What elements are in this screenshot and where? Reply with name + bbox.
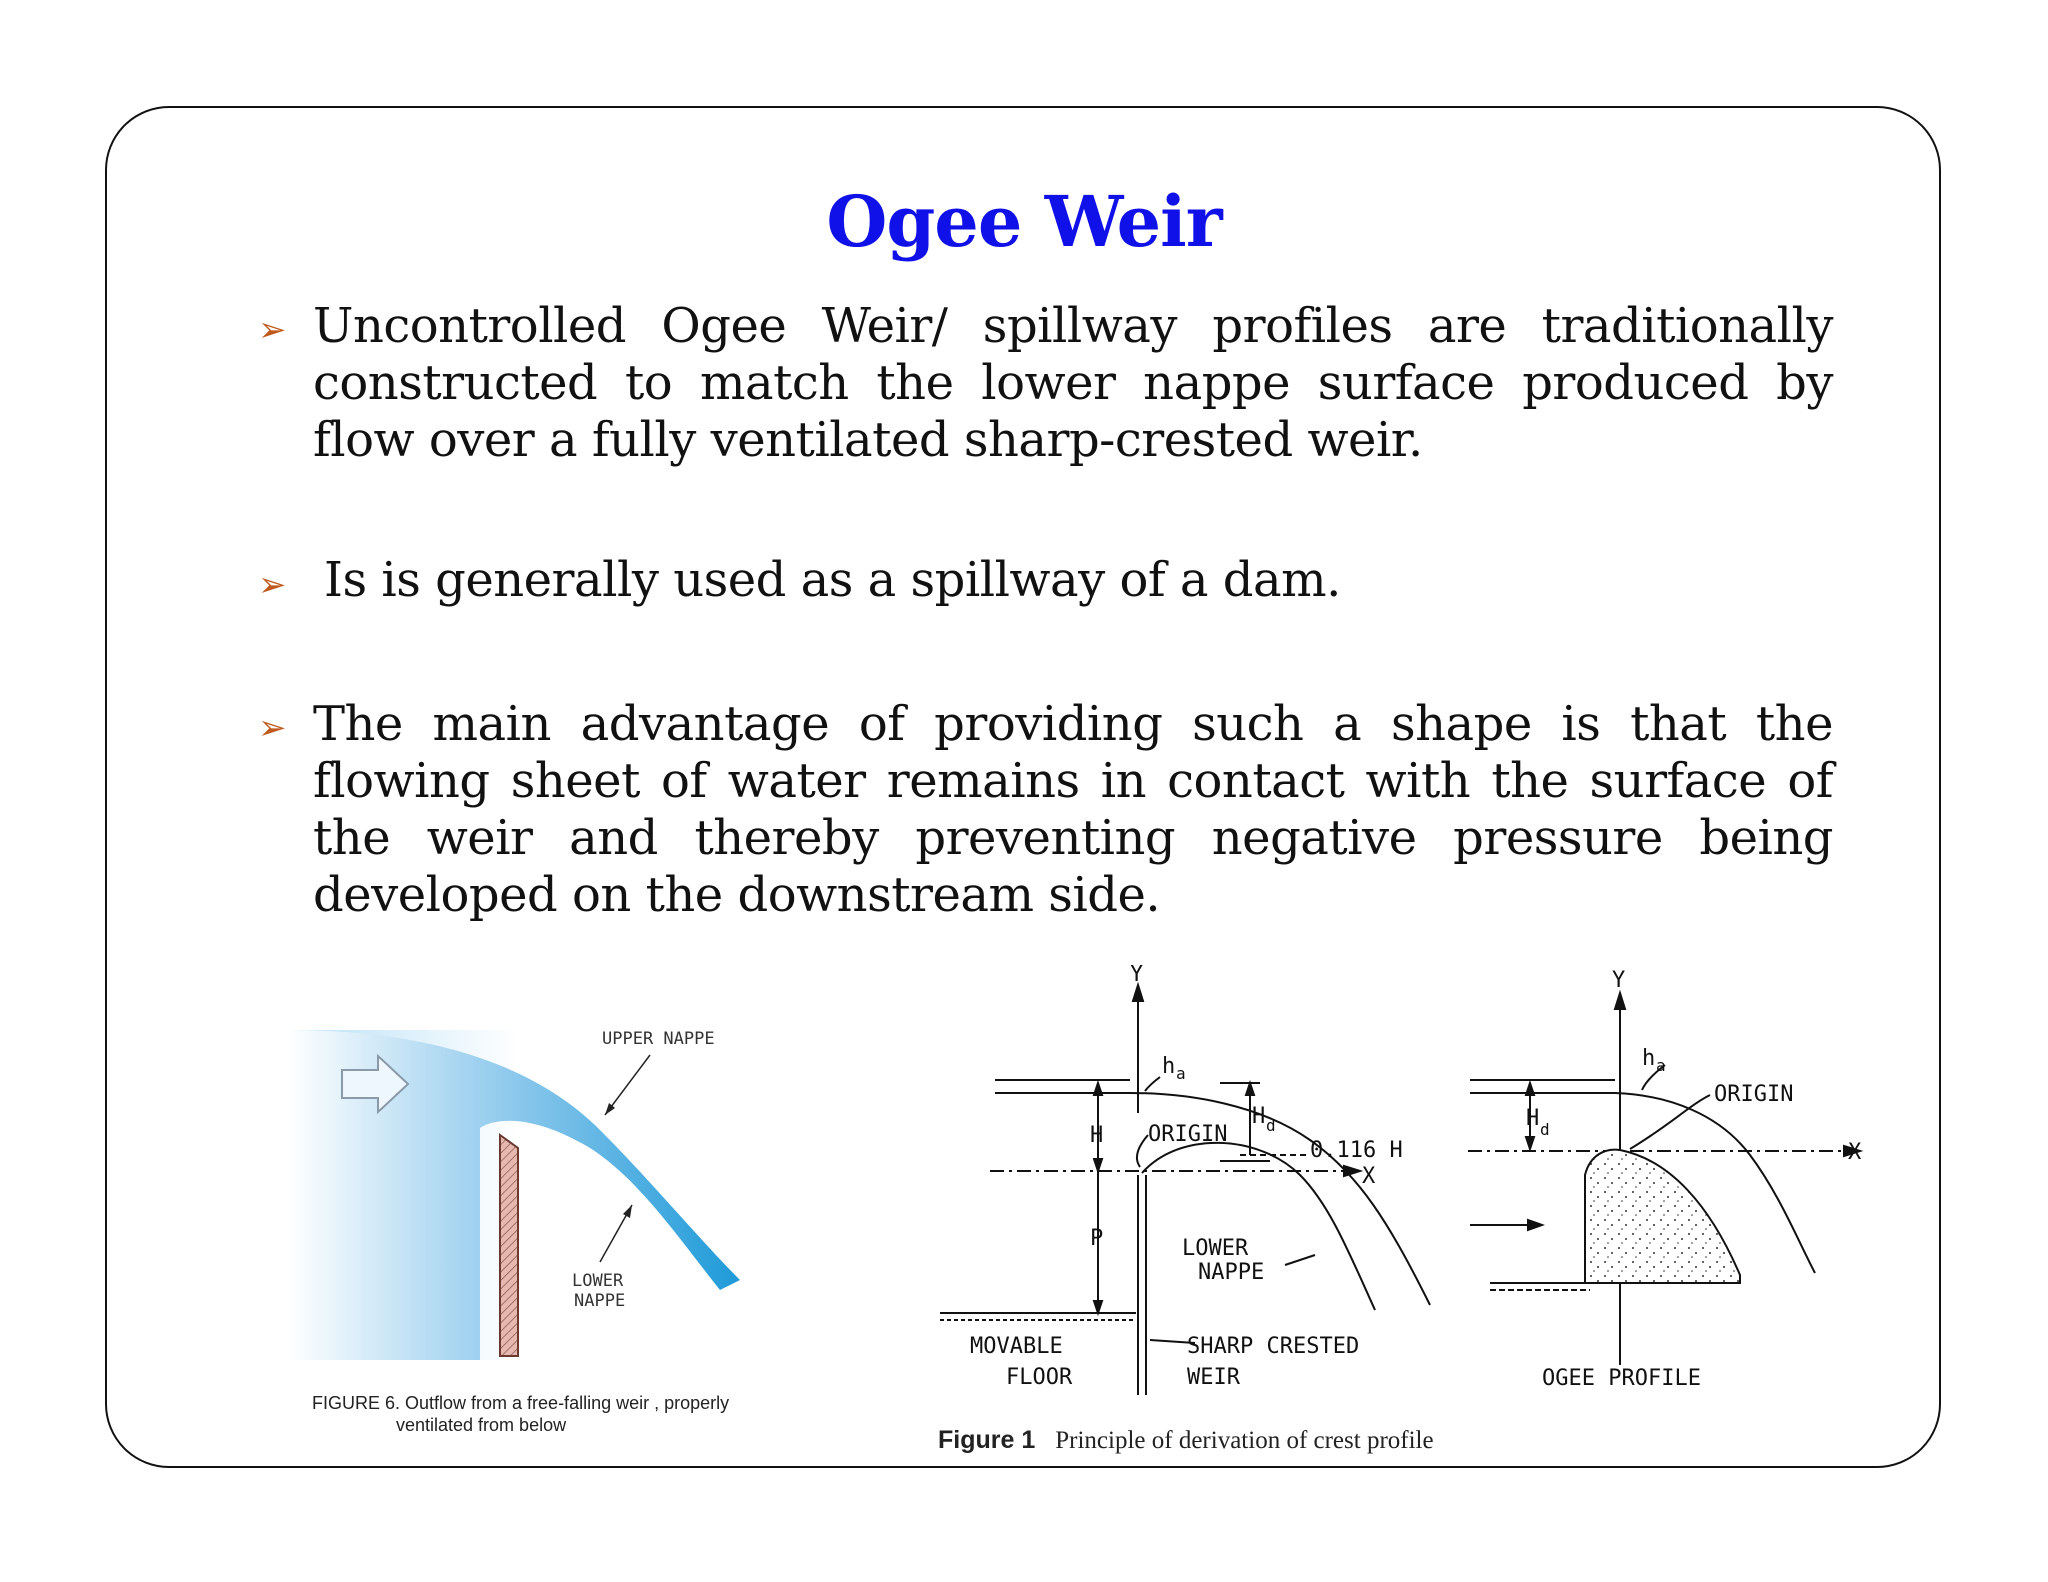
left-hd-label: H bbox=[1252, 1104, 1266, 1129]
bullet-text-1: Uncontrolled Ogee Weir/ spillway profiles are traditionally constructed to match the lower nappe surface produced by flow over a fully ventilated sharp-crested weir. bbox=[313, 298, 1833, 468]
bullet-text-2: Is is generally used as a spillway of a dam. bbox=[324, 552, 1341, 608]
figure1-caption bbox=[938, 1425, 1434, 1455]
right-y-axis-label: Y bbox=[1612, 968, 1626, 993]
figure1-crest-diagram bbox=[930, 965, 1890, 1405]
bullet-text-3: The main advantage of providing such a shape is that the flowing sheet of water remains in contact with the surface of the weir and thereby preventing negative pressure being developed on the downstream side. bbox=[313, 696, 1833, 923]
figure1-caption-label: Figure 1 bbox=[938, 1426, 1036, 1454]
left-hd-sub: d bbox=[1266, 1116, 1276, 1135]
lower-nappe-label-1: LOWER bbox=[572, 1271, 624, 1291]
figure6-caption-line2: ventilated from below bbox=[396, 1415, 567, 1435]
slide-title: Ogee Weir bbox=[826, 180, 1222, 263]
weir-plate bbox=[500, 1135, 518, 1356]
left-origin-label: ORIGIN bbox=[1148, 1122, 1228, 1147]
left-x-axis-label: X bbox=[1362, 1164, 1376, 1189]
movable-floor-label-1: MOVABLE bbox=[970, 1334, 1063, 1359]
bullet-arrow-icon: ➢ bbox=[258, 310, 287, 350]
left-h-label: H bbox=[1090, 1123, 1104, 1148]
figure6-weir-diagram bbox=[280, 1000, 780, 1390]
left-p-label: P bbox=[1090, 1226, 1104, 1251]
movable-floor-label-2: FLOOR bbox=[1006, 1365, 1073, 1390]
offset-label: 0.116 H bbox=[1310, 1138, 1403, 1163]
bullet-arrow-icon: ➢ bbox=[258, 708, 287, 748]
bullet-arrow-icon: ➢ bbox=[258, 565, 287, 605]
sharp-crested-label-2: WEIR bbox=[1187, 1365, 1240, 1390]
ogee-profile-label: OGEE PROFILE bbox=[1542, 1366, 1701, 1391]
lower-nappe-label-1: LOWER bbox=[1182, 1236, 1249, 1261]
right-x-axis-label: X bbox=[1848, 1140, 1862, 1165]
lower-nappe-label-2: NAPPE bbox=[1198, 1260, 1265, 1285]
right-origin-label: ORIGIN bbox=[1714, 1082, 1794, 1107]
figure6-caption-line1: FIGURE 6. Outflow from a free-falling weir , properly bbox=[312, 1393, 730, 1413]
figure1-caption-text: Principle of derivation of crest profile bbox=[1055, 1427, 1434, 1454]
right-ha-label: h bbox=[1642, 1046, 1656, 1071]
lower-nappe-label-2: NAPPE bbox=[574, 1291, 626, 1311]
left-ha-label: h bbox=[1162, 1054, 1176, 1079]
left-ha-sub: a bbox=[1176, 1064, 1186, 1083]
right-hd-sub: d bbox=[1540, 1120, 1550, 1139]
left-y-axis-label: Y bbox=[1130, 965, 1144, 987]
figure6-caption bbox=[312, 1392, 832, 1436]
right-hd-label: H bbox=[1526, 1106, 1540, 1131]
sharp-crested-label-1: SHARP CRESTED bbox=[1187, 1334, 1360, 1359]
upper-nappe-label: UPPER NAPPE bbox=[602, 1029, 715, 1049]
right-ha-sub: a bbox=[1656, 1056, 1666, 1075]
